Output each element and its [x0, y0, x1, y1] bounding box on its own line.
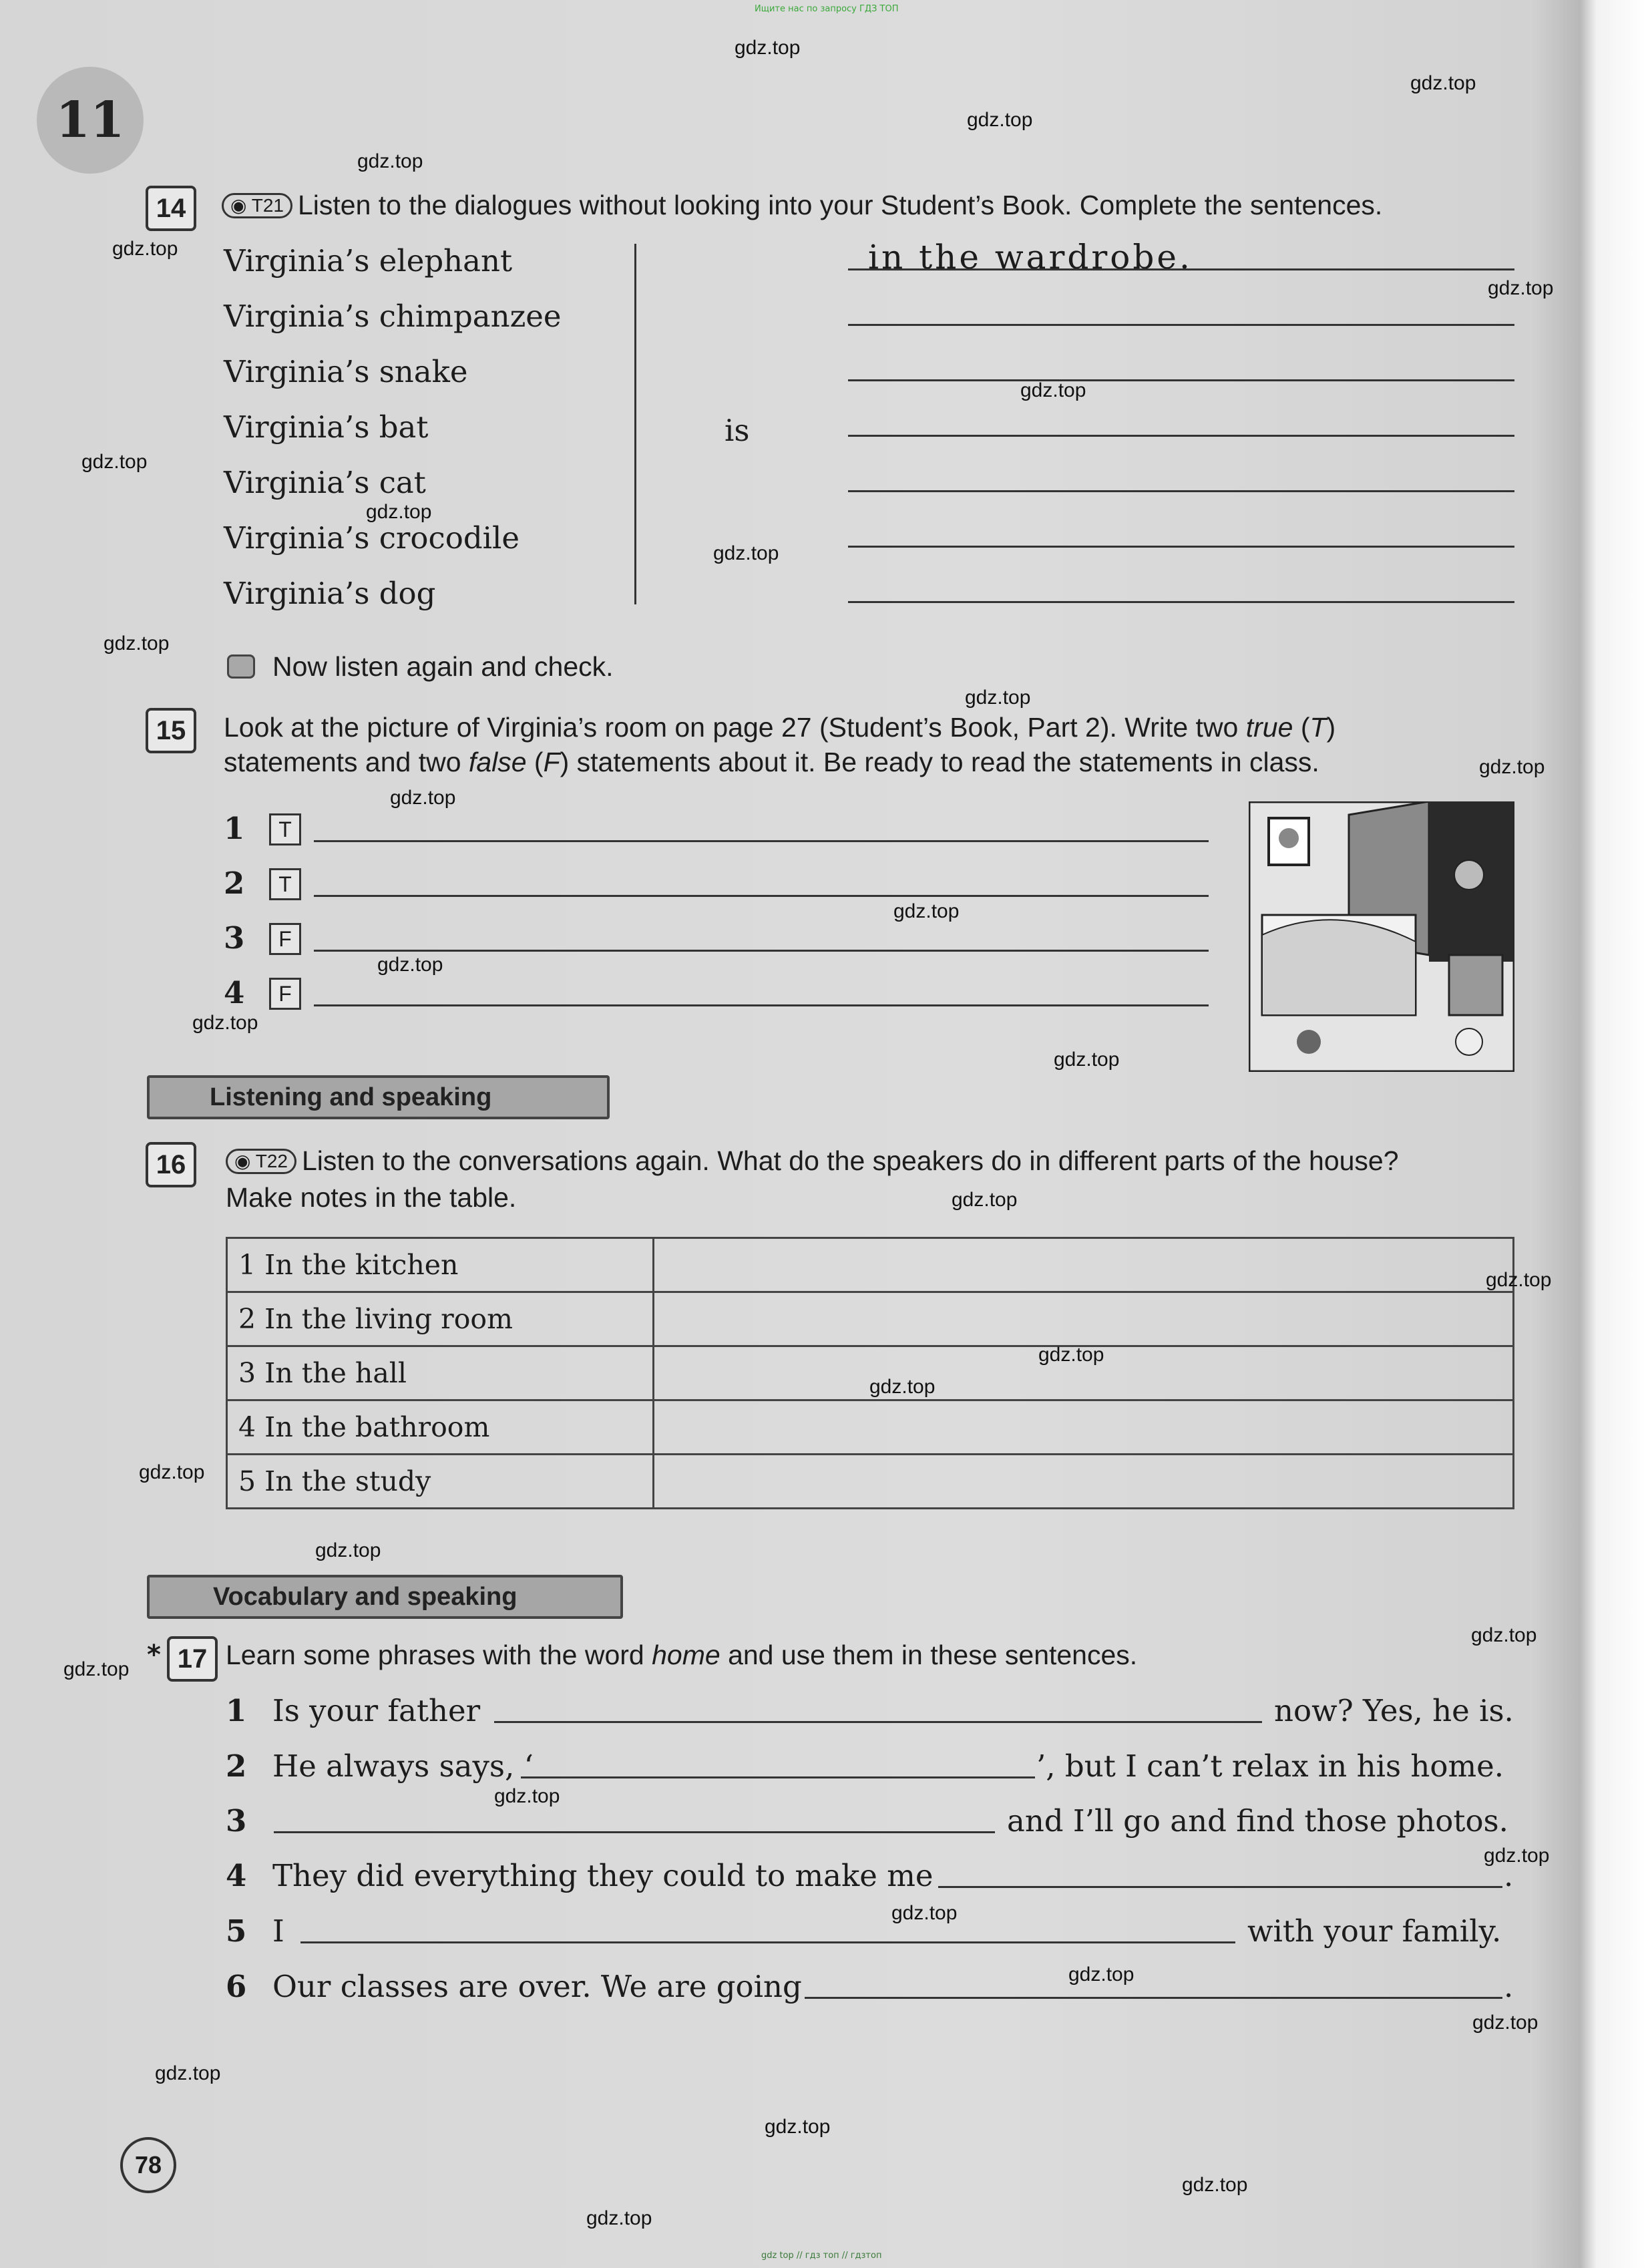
table-row [227, 1400, 1514, 1455]
unit-number: 11 [37, 67, 144, 174]
watermark: gdz.top [1484, 1845, 1550, 1867]
divider-line [634, 244, 636, 604]
answer-2-line[interactable] [848, 324, 1514, 326]
sentence-1-start: Is your father [272, 1693, 481, 1728]
row-label: 5 In the study [227, 1455, 654, 1509]
watermark: gdz.top [315, 1539, 381, 1561]
answer-7-line[interactable] [848, 601, 1514, 603]
watermark: gdz.top [1486, 1269, 1552, 1291]
subject-3: Virginia’s snake [224, 354, 468, 389]
track-label: T21 [251, 195, 284, 216]
sentence-4-end: . [1504, 1858, 1514, 1893]
row-label: 3 In the hall [227, 1346, 654, 1400]
sentence-5-start: I [272, 1913, 284, 1949]
item-number: 1 [226, 1693, 247, 1728]
statement-2-line[interactable] [314, 895, 1209, 897]
exercise-14-number: 14 [146, 186, 196, 231]
tf-box-3: F [269, 923, 301, 955]
watermark: gdz.top [1020, 379, 1086, 401]
watermark: gdz.top [1068, 1963, 1135, 1986]
sentence-1-blank[interactable] [494, 1721, 1262, 1723]
sentence-5-end: with your family. [1247, 1913, 1502, 1949]
check-text: Now listen again and check. [272, 651, 614, 682]
watermark: gdz.top [63, 1658, 130, 1680]
watermark: gdz.top [390, 787, 456, 809]
watermark: gdz.top [1472, 2012, 1538, 2034]
subject-2: Virginia’s chimpanzee [224, 299, 562, 334]
notes-cell[interactable] [654, 1292, 1514, 1346]
table-row [227, 1455, 1514, 1509]
exercise-16-line2: Make notes in the table. [226, 1182, 517, 1213]
item-number: 1 [224, 811, 245, 846]
tf-box-2: T [269, 868, 301, 900]
sentence-6-end: . [1504, 1969, 1514, 2004]
disc-icon: ◉ [230, 195, 247, 216]
watermark: gdz.top [494, 1785, 560, 1807]
watermark: gdz.top [893, 900, 960, 922]
table-row [227, 1292, 1514, 1346]
answer-5-line[interactable] [848, 490, 1514, 492]
watermark: gdz.top [967, 109, 1033, 131]
row-label: 4 In the bathroom [227, 1400, 654, 1455]
sentence-5-blank[interactable] [300, 1941, 1235, 1943]
check-icon [227, 654, 255, 679]
answer-1-text: in the wardrobe. [868, 238, 1193, 276]
sentence-2-end: ’, but I can’t relax in his home. [1036, 1748, 1504, 1784]
item-number: 2 [224, 866, 245, 901]
text: ( [526, 747, 544, 777]
item-number: 3 [226, 1803, 247, 1839]
f-letter: F [543, 747, 560, 777]
item-number: 4 [226, 1858, 247, 1893]
watermark: gdz.top [1410, 72, 1476, 94]
text: ( [1293, 712, 1310, 743]
star-mark: * [147, 1640, 161, 1670]
text: Look at the picture of Virginia’s room on page 27 (Student’s Book, Part 2). Write two [224, 712, 1246, 743]
answer-6-line[interactable] [848, 546, 1514, 548]
exercise-16-number: 16 [146, 1142, 196, 1187]
text: ) statements about it. Be ready to read the statements in class. [560, 747, 1319, 777]
tf-box-1: T [269, 813, 301, 845]
watermark: gdz.top [139, 1461, 205, 1483]
watermark: gdz.top [112, 238, 178, 260]
watermark: gdz.top [366, 501, 432, 523]
subject-6: Virginia’s crocodile [224, 520, 520, 556]
text: ) [1326, 712, 1336, 743]
watermark: gdz.top [586, 2207, 652, 2229]
track-label: T22 [255, 1151, 288, 1171]
statement-1-line[interactable] [314, 840, 1209, 842]
watermark: gdz.top [81, 451, 148, 473]
t-letter: T [1309, 712, 1327, 743]
virginias-room-picture [1249, 801, 1514, 1072]
section-listening-speaking: Listening and speaking [147, 1075, 610, 1119]
sentence-4-start: They did everything they could to make me [272, 1858, 934, 1893]
sentence-3-blank[interactable] [274, 1831, 995, 1833]
instruction-text: Listen to the conversations again. What do the speakers do in different parts of the house? [301, 1145, 1399, 1176]
notes-cell[interactable] [654, 1455, 1514, 1509]
statement-3-line[interactable] [314, 950, 1209, 952]
exercise-15-line2 [224, 747, 1319, 778]
notes-table [226, 1237, 1514, 1509]
sentence-1-end: now? Yes, he is. [1274, 1693, 1514, 1728]
watermark: gdz.top [1488, 277, 1554, 299]
answer-1-line[interactable] [848, 268, 1514, 270]
audio-track-t22[interactable] [226, 1149, 296, 1174]
exercise-17-instruction [226, 1640, 1137, 1671]
top-note: Ищите нас по запросу ГДЗ ТОП [755, 4, 899, 14]
watermark: gdz.top [965, 687, 1031, 709]
item-number: 6 [226, 1969, 247, 2004]
answer-4-line[interactable] [848, 435, 1514, 437]
subject-7: Virginia’s dog [224, 576, 436, 611]
exercise-15-number: 15 [146, 708, 196, 753]
sentence-2-start: He always says, ‘ [272, 1748, 534, 1784]
watermark: gdz.top [1038, 1344, 1104, 1366]
item-number: 5 [226, 1913, 247, 1949]
watermark: gdz.top [952, 1189, 1018, 1211]
true-word: true [1245, 712, 1293, 743]
watermark: gdz.top [1182, 2174, 1248, 2196]
sentence-3-end: and I’ll go and find those photos. [1007, 1803, 1508, 1839]
watermark: gdz.top [104, 632, 170, 654]
watermark: gdz.top [735, 37, 801, 59]
audio-track-t21[interactable] [222, 193, 292, 218]
sentence-2-blank[interactable] [521, 1776, 1035, 1778]
exercise-17-number: 17 [167, 1636, 218, 1682]
item-number: 3 [224, 920, 245, 956]
section-vocabulary-speaking: Vocabulary and speaking [147, 1575, 623, 1619]
row-label: 1 In the kitchen [227, 1238, 654, 1292]
subject-1: Virginia’s elephant [224, 243, 513, 278]
subject-5: Virginia’s cat [224, 465, 426, 500]
watermark: gdz.top [155, 2062, 221, 2084]
watermark: gdz.top [357, 150, 423, 172]
text: and use them in these sentences. [720, 1640, 1138, 1670]
watermark: gdz.top [1054, 1049, 1120, 1071]
item-number: 2 [226, 1748, 247, 1784]
exercise-16-line1 [226, 1145, 1399, 1177]
sentence-4-blank[interactable] [938, 1886, 1502, 1888]
table-row [227, 1238, 1514, 1292]
watermark: gdz.top [1479, 756, 1545, 778]
instruction-text: Listen to the dialogues without looking into your Student’s Book. Complete the sentences. [297, 190, 1383, 220]
false-word: false [468, 747, 527, 777]
watermark: gdz.top [192, 1012, 258, 1034]
sentence-6-start: Our classes are over. We are going [272, 1969, 802, 2004]
sentence-6-blank[interactable] [805, 1997, 1502, 1999]
exercise-15-line1 [224, 712, 1335, 743]
bottom-note: gdz top // гдз топ // гдзтоп [761, 2251, 882, 2261]
home-word: home [652, 1640, 721, 1670]
text: Learn some phrases with the word [226, 1640, 652, 1670]
watermark: gdz.top [377, 954, 443, 976]
row-label: 2 In the living room [227, 1292, 654, 1346]
answer-3-line[interactable] [848, 379, 1514, 381]
notes-cell[interactable] [654, 1400, 1514, 1455]
item-number: 4 [224, 975, 245, 1010]
watermark: gdz.top [765, 2116, 831, 2138]
watermark: gdz.top [891, 1902, 958, 1924]
verb-is: is [725, 413, 750, 448]
disc-icon: ◉ [234, 1151, 251, 1171]
notes-cell[interactable] [654, 1238, 1514, 1292]
watermark: gdz.top [713, 542, 779, 564]
watermark: gdz.top [1471, 1624, 1537, 1646]
subject-4: Virginia’s bat [224, 409, 429, 445]
statement-4-line[interactable] [314, 1004, 1209, 1006]
text: statements and two [224, 747, 469, 777]
page-number: 78 [120, 2137, 176, 2193]
exercise-14-instruction [222, 190, 1382, 221]
tf-box-4: F [269, 978, 301, 1010]
watermark: gdz.top [869, 1376, 936, 1398]
